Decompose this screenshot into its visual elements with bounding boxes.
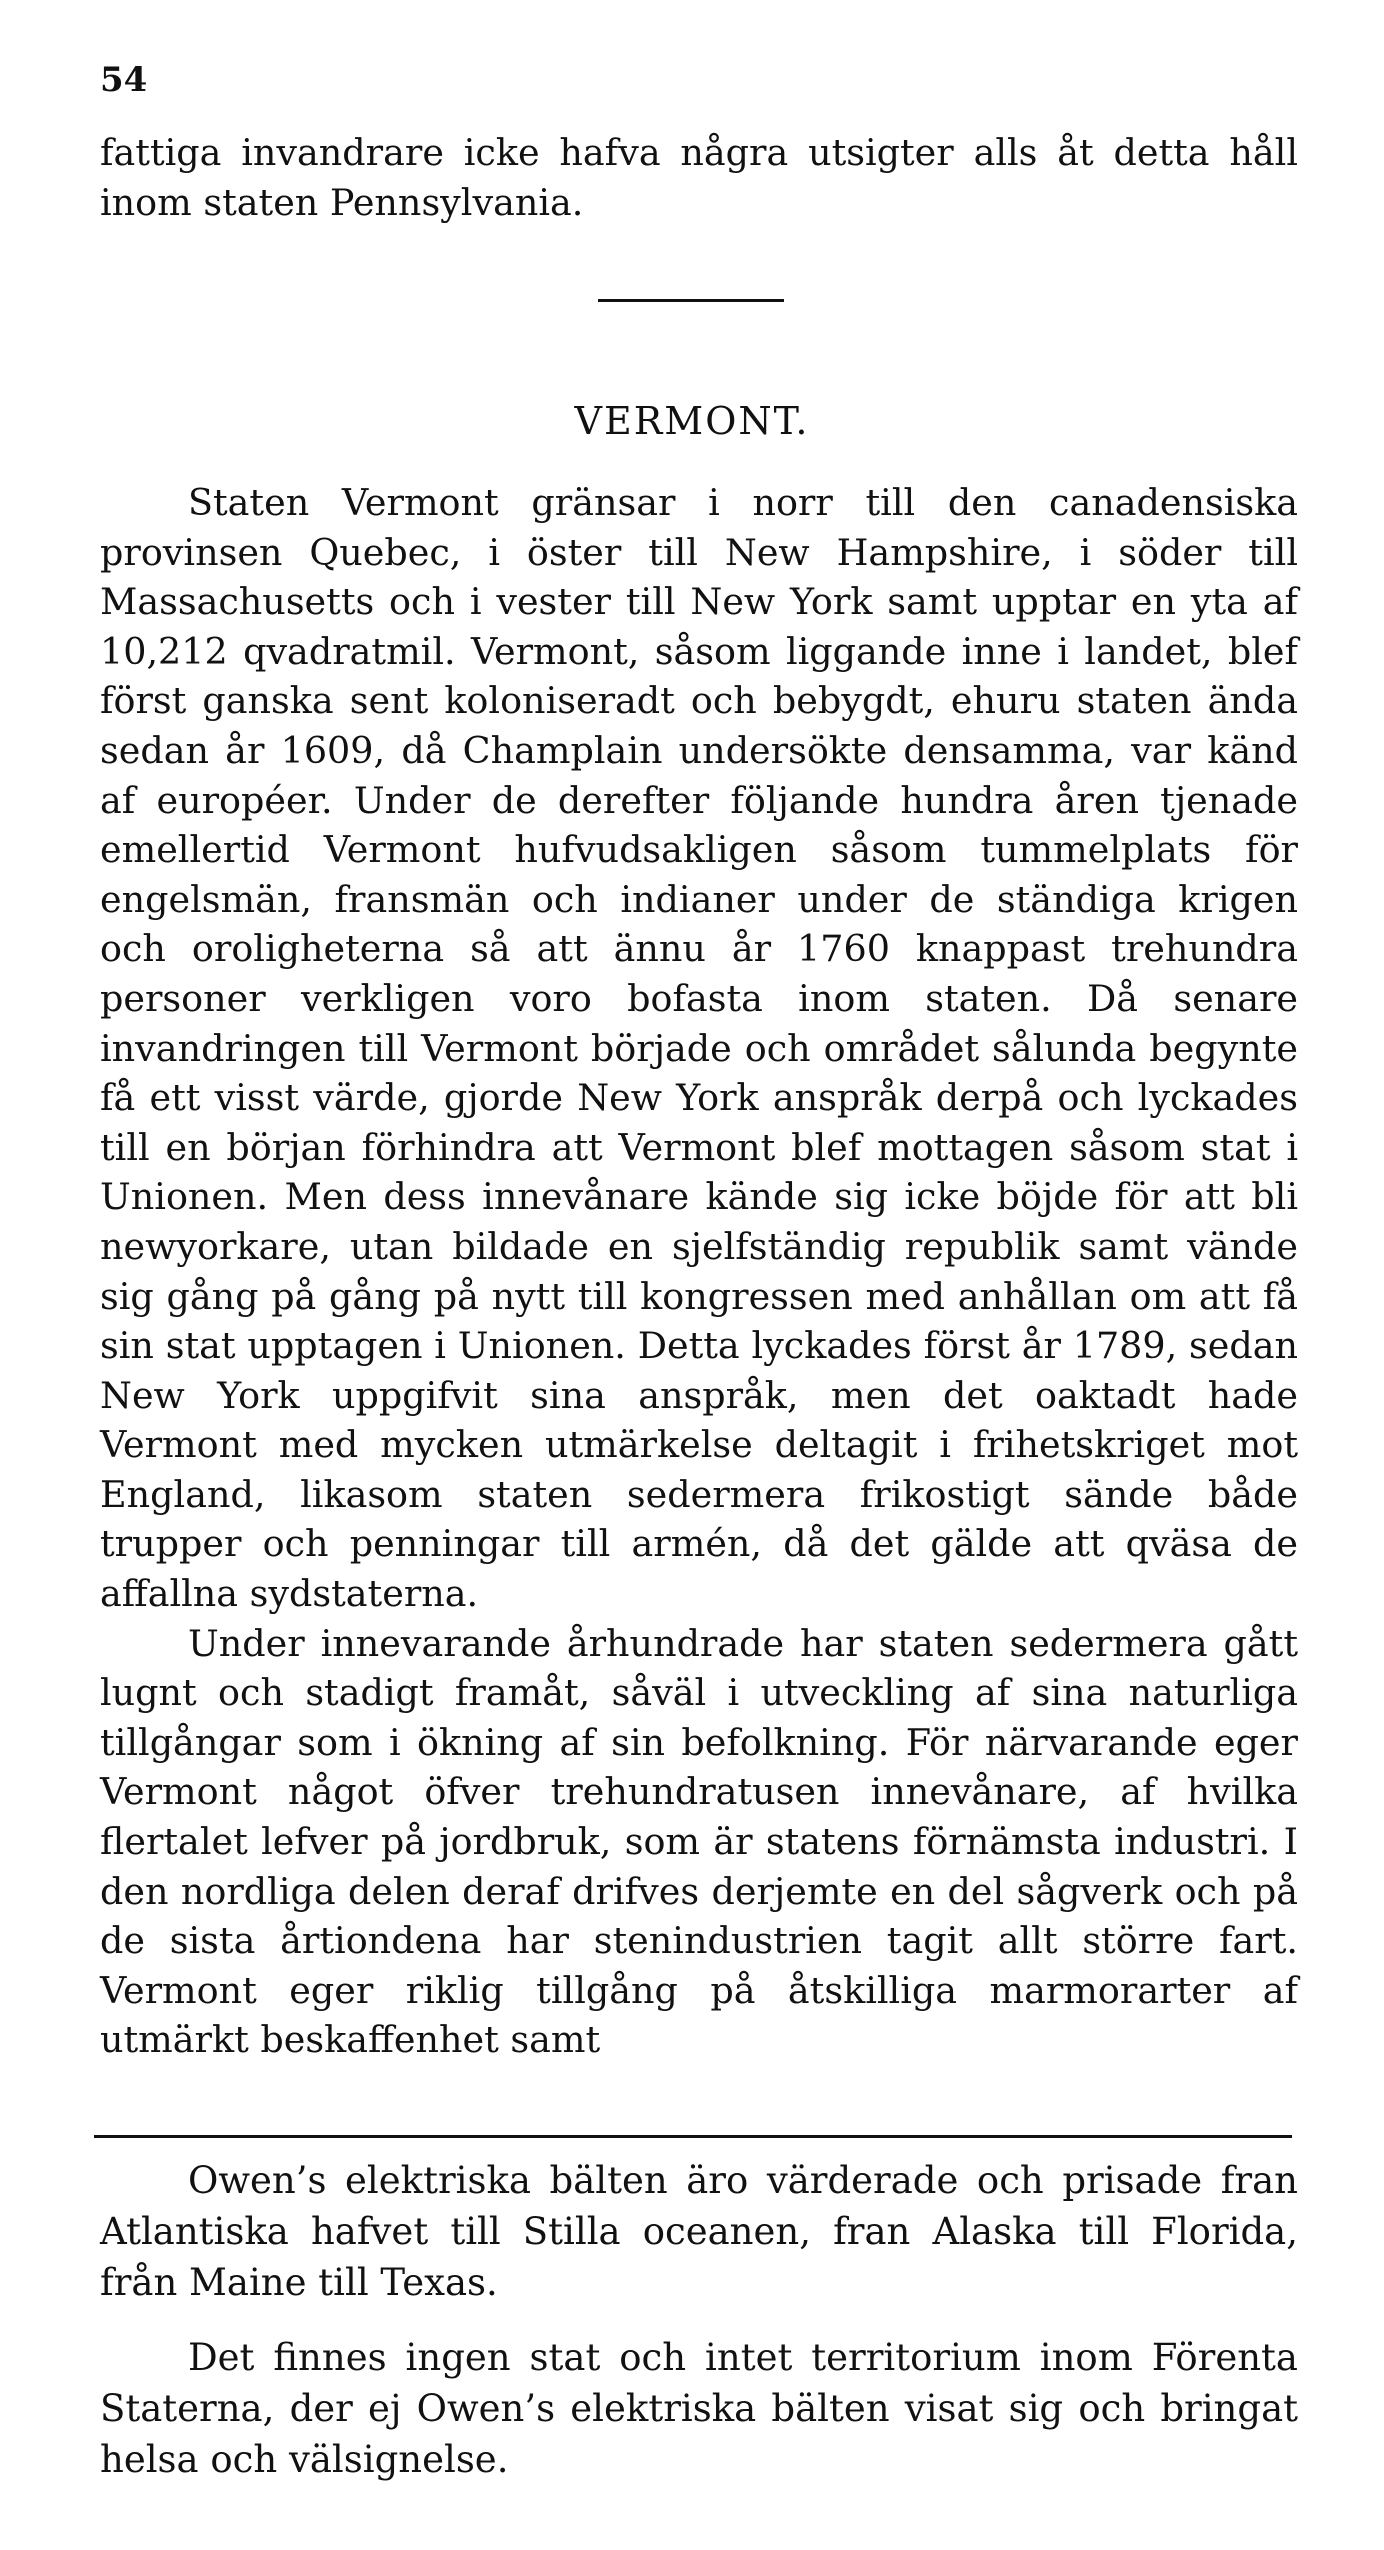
page-number: 54 (100, 60, 148, 100)
footer-notes (100, 2155, 1298, 2485)
section-body (100, 478, 1298, 2065)
section-separator-rule (598, 299, 784, 302)
footer-note-1: Owen’s elektriska bälten äro värderade och prisade fran Atlantiska hafvet till Stilla oceanen, fran Alaska till Florida, från Maine till Texas. (100, 2159, 1298, 2304)
footer-note-2: Det finnes ingen stat och intet territorium inom Förenta Staterna, der ej Owen’s elektriska bälten visat sig och bringat helsa och välsignelse. (100, 2336, 1298, 2481)
intro-paragraph: fattiga invandrare icke hafva några utsigter alls åt detta håll inom staten Pennsylvania. (100, 131, 1298, 224)
section-title: VERMONT. (574, 399, 810, 443)
body-paragraph-2: Under innevarande århundrade har staten sedermera gått lugnt och stadigt framåt, såväl i utveckling af sina naturliga tillgångar som i ökning af sin befolkning. För närvarande eger Vermont något öfver trehundratusen innevånare, af hvilka flertalet lefver på jordbruk, som är statens förnämsta industri. I den nordliga delen deraf drifves derjemte en del sågverk och på de sista årtiondena har stenindustrien tagit allt större fart. Vermont eger riklig tillgång på åtskilliga marmorarter af utmärkt beskaffenhet samt (100, 1621, 1298, 2062)
footer-separator-rule (94, 2135, 1292, 2138)
intro-text (100, 128, 1298, 227)
body-paragraph-1: Staten Vermont gränsar i norr till den canadensiska provinsen Quebec, i öster till New Hampshire, i söder till Massachusetts och i vester till New York samt upptar en yta af 10,212 qvadratmil. Vermont, såsom liggande inne i landet, blef först ganska sent koloniseradt och bebygdt, ehuru staten ända sedan år 1609, då Champlain undersökte densamma, var känd af européer. Under de derefter följande hundra åren tjenade emellertid Vermont hufvudsakligen såsom tummelplats för engelsmän, fransmän och indianer under de ständiga krigen och oroligheterna så att ännu år 1760 knappast trehundra personer verkligen voro bofasta inom staten. Då senare invandringen till Vermont började och området sålunda begynte få ett visst värde, gjorde New York anspråk derpå och lyckades till en början förhindra att Vermont blef mottagen såsom stat i Unionen. Men dess innevånare kände sig icke böjde för att bli newyorkare, utan bildade en sjelfständig republik samt vände sig gång på gång på nytt till kongressen med anhållan om att få sin stat upptagen i Unionen. Detta lyckades först år 1789, sedan New York uppgifvit sina anspråk, men det oaktadt hade Vermont med mycken utmärkelse deltagit i frihetskriget mot England, likasom staten sedermera frikostigt sände både trupper och penningar till armén, då det gälde att qväsa de affallna sydstaterna. (100, 481, 1298, 1616)
